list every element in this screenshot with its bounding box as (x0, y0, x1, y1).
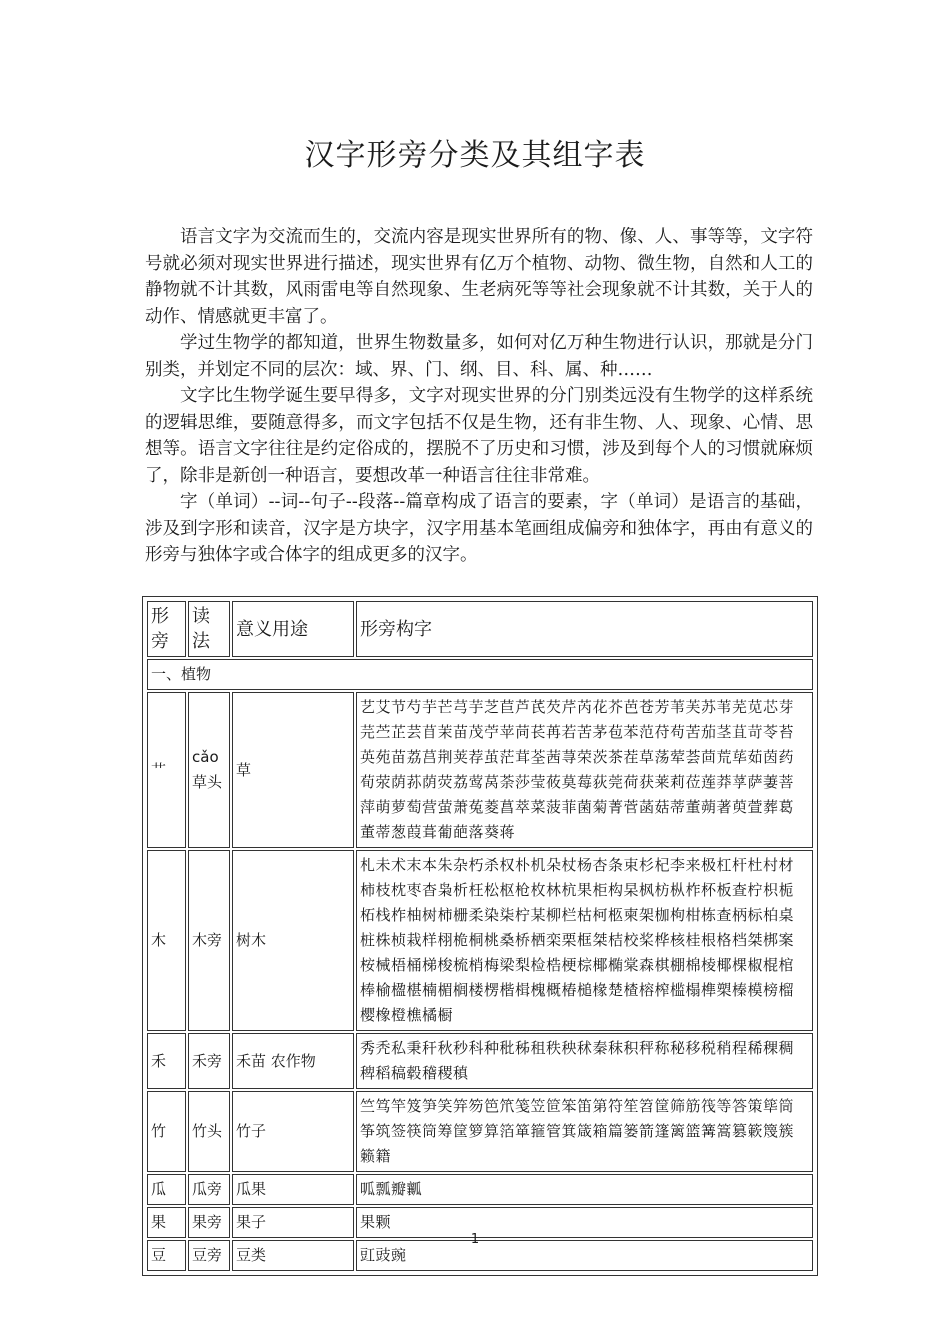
characters-cell: 果颗 (356, 1207, 813, 1238)
radical-cell: 木 (147, 850, 186, 1031)
reading-cell: 果旁 (188, 1207, 230, 1238)
reading-cell: 竹头 (188, 1091, 230, 1172)
pinyin: cǎo (192, 748, 219, 766)
meaning-cell: 竹子 (232, 1091, 354, 1172)
characters-cell: 呱瓢瓣瓤 (356, 1174, 813, 1205)
paragraph: 文字比生物学诞生要早得多，文字对现实世界的分门别类远没有生物学的这样系统的逻辑思维，要随意得多，而文字包括不仅是生物，还有非生物、人、现象、心情、思想等。语言文字往往是约定俗成的，摆脱不了历史和习惯，涉及到每个人的习惯就麻烦了，除非是新创一种语言，要想改革一种语言往往非常难。 (145, 386, 813, 486)
reading-name: 草头 (192, 773, 223, 791)
page-number: 1 (470, 1232, 480, 1247)
section-heading: 一、植物 (147, 659, 813, 690)
section-row (147, 659, 813, 690)
meaning-cell: 禾苗 农作物 (232, 1033, 354, 1089)
radical-cell: 果 (147, 1207, 186, 1238)
meaning-cell: 瓜果 (232, 1174, 354, 1205)
paragraph: 字（单词）--词--句子--段落--篇章构成了语言的要素，字（单词）是语言的基础，涉及到字形和读音，汉字是方块字，汉字用基本笔画组成偏旁和独体字，再由有意义的形旁与独体字或合体字的组成更多的汉字。 (145, 492, 813, 565)
paragraph: 语言文字为交流而生的，交流内容是现实世界所有的物、像、人、事等等，文字符号就必须对现实世界进行描述，现实世界有亿万个植物、动物、微生物，自然和人工的静物就不计其数，风雨雷电等自然现象、生老病死等等社会现象就不计其数，关于人的动作、情感就更丰富了。 (145, 227, 813, 327)
table-row (147, 850, 813, 1031)
radical-cell: 瓜 (147, 1174, 186, 1205)
reading-cell: 豆旁 (188, 1240, 230, 1271)
header-radical: 形旁 (147, 601, 186, 657)
characters-cell: 艺艾节芍芋芒芎芋芝苣芦芪芡芹芮花芥芭苍芳苇芙苏苇芜苋芯芽芫苎芷芸苜茉苗茂苧苹苘苌苒若苦茅苞苯范苻苟苦茄茎苴苛苓苔英苑苗荔莒荆荚荐茧茫茸荃茜荨荣茨茶茬草荡荤荟茴荒荜茹茵药荀荥荫荪荫荧荔莺莴荼莎莹莜莫莓荻莞荷获莱莉莅莲莽莩萨萋菩萍萌萝萄营萤萧菟菱菖萃菜菠菲菌菊菁菅菡菇蒂董蒴著萸萱葬葛董蒂葱葭葺葡葩落葵蒋 (356, 692, 813, 848)
reading-cell (188, 692, 230, 848)
meaning-cell: 豆类 (232, 1240, 354, 1271)
header-meaning: 意义用途 (232, 601, 354, 657)
header-reading: 读法 (188, 601, 230, 657)
header-characters: 形旁构字 (356, 601, 813, 657)
table-row (147, 1033, 813, 1089)
radical-cell: 竹 (147, 1091, 186, 1172)
meaning-cell: 果子 (232, 1207, 354, 1238)
characters-cell: 札未术末本朱杂朽杀权朴机朵杖杨杏条束杉杞李来极杠杆杜村材柿枝枕枣杳枭析枉松枢枪枚林杭果柜构杲枫枋枞柞杯板查柠枳栀柘栈柞柚树柿栅柔染柒柠某柳栏枯柯柩柬架枷枸柑栋查柄标柏桌桩株桢栽样栩桅桐桃桑桥栖栾栗框桀桔校桨桦核桂根格档桀梆案桉械梧桶梯梭梳梢梅梁梨检梏梗棕椰椭棠森棋棚棉棱椰棵椒棍棺棒榆楹椹楠楣榈楼楞楷楫槐概椿槌椽楚楂榕榨槛榻榫槊榛模榜榴樱橡橙樵橘橱 (356, 850, 813, 1031)
reading-cell: 瓜旁 (188, 1174, 230, 1205)
intro-text (145, 224, 813, 569)
reading-cell: 禾旁 (188, 1033, 230, 1089)
table-row (147, 1091, 813, 1172)
reading-cell: 木旁 (188, 850, 230, 1031)
radical-table (145, 599, 815, 1273)
radical-table-frame (142, 596, 818, 1276)
table-row (147, 692, 813, 848)
radical-cell: 豆 (147, 1240, 186, 1271)
meaning-cell: 树木 (232, 850, 354, 1031)
paragraph: 学过生物学的都知道，世界生物数量多，如何对亿万种生物进行认识，那就是分门别类，并划定不同的层次：域、界、门、纲、目、科、属、种…… (145, 333, 813, 380)
characters-cell: 秀秃私秉秆秋秒科种秕秭租秩秧秫秦秣积秤称秘移税稍程稀稞稠稗稻稿毂稽稷稹 (356, 1033, 813, 1089)
table-header-row (147, 601, 813, 657)
document-title: 汉字形旁分类及其组字表 (304, 138, 646, 173)
characters-cell: 豇豉豌 (356, 1240, 813, 1271)
characters-cell: 竺笃竿笈笋笑笄笏笆笊笺笠笸笨笛第符笙笤筐筛筋筏等答策筚筒筝筑签筷筒筹筐箩算箔箪箍管箕箴箱篇篓箭篷篱篮篝篙篡簌篾簇籁籍 (356, 1091, 813, 1172)
radical-cell: 禾 (147, 1033, 186, 1089)
radical-cell: 艹 (147, 692, 186, 848)
table-row (147, 1174, 813, 1205)
meaning-cell: 草 (232, 692, 354, 848)
